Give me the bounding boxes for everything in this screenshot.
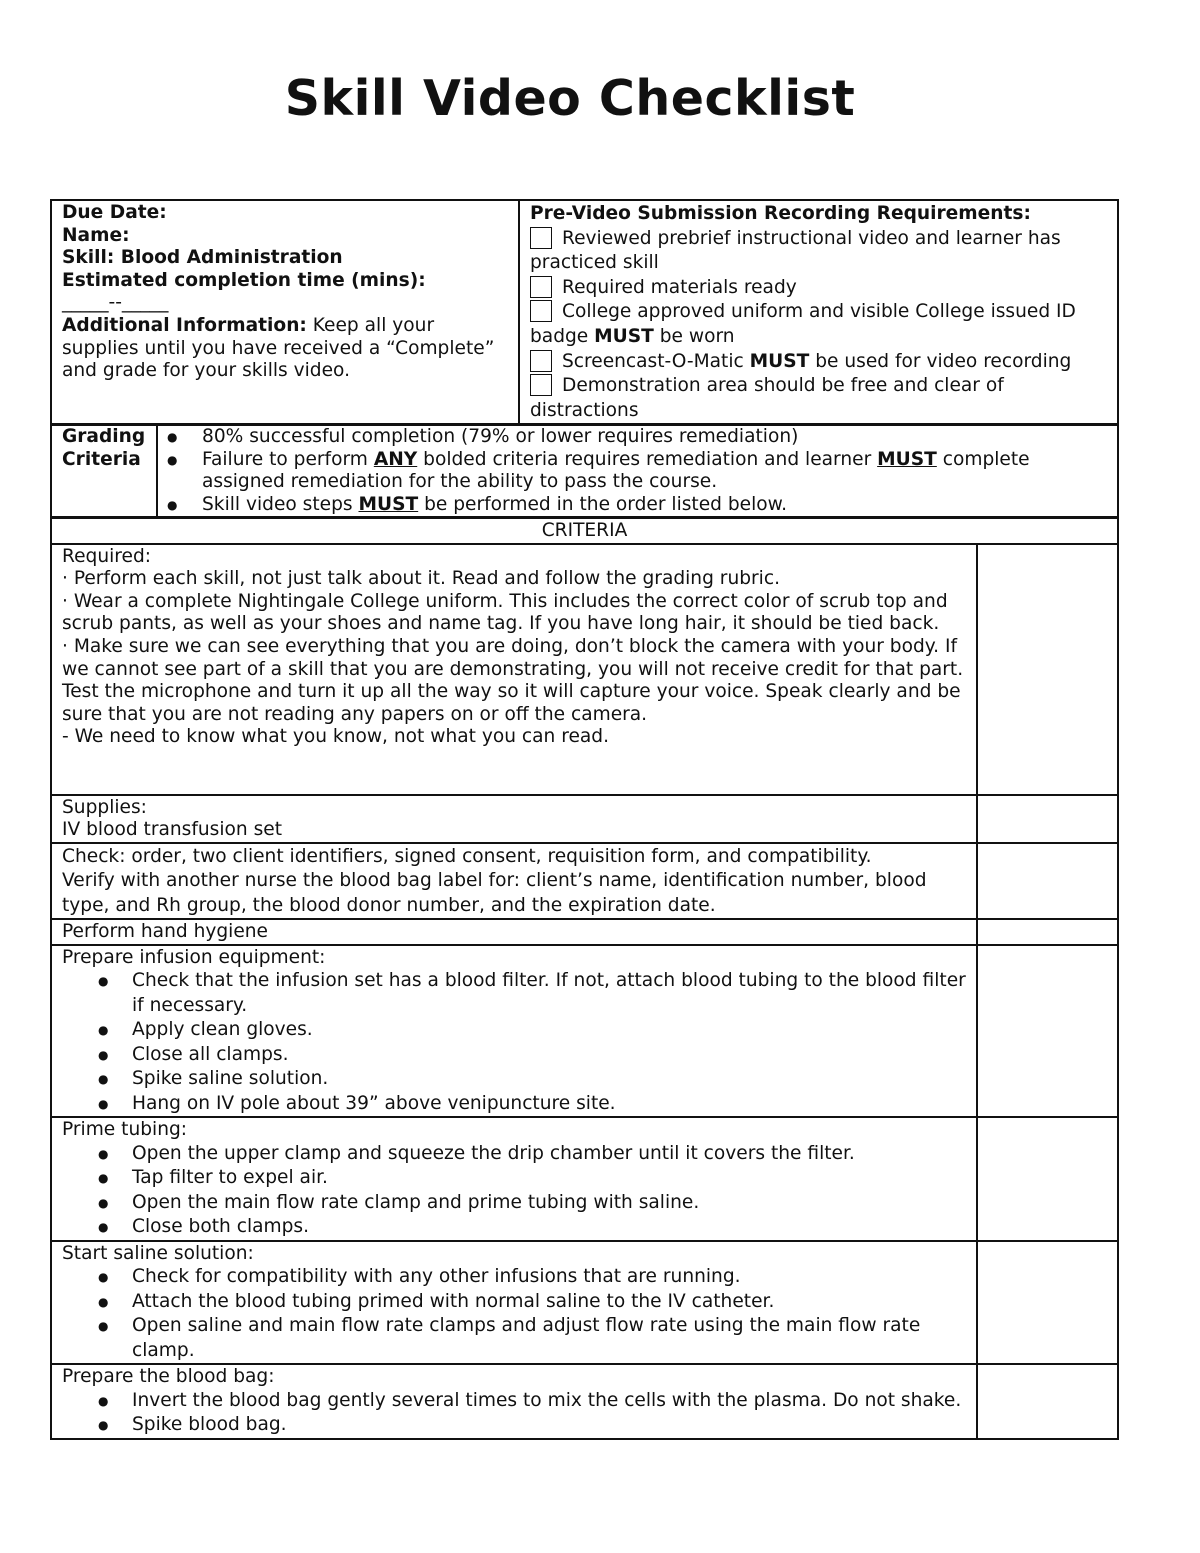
list-item: ● Open saline and main flow rate clamps and adjust flow rate using the main flow rate clamp. xyxy=(62,1314,966,1363)
prereq-item: Required materials ready xyxy=(530,276,1107,301)
supplies-cell xyxy=(51,795,977,843)
score-cell[interactable] xyxy=(977,1364,1118,1439)
score-cell[interactable] xyxy=(977,919,1118,945)
check-line: Check: order, two client identifiers, signed consent, requisition form, and compatibility. xyxy=(62,845,872,867)
checkbox[interactable] xyxy=(530,300,552,322)
hygiene-cell: Perform hand hygiene xyxy=(51,919,977,945)
list-item: ● Invert the blood bag gently several times to mix the cells with the plasma. Do not shake. xyxy=(62,1389,966,1414)
prepare-equipment-cell xyxy=(51,945,977,1118)
checkbox[interactable] xyxy=(530,276,552,298)
list-item: ● Attach the blood tubing primed with normal saline to the IV catheter. xyxy=(62,1290,966,1315)
prereq-item: College approved uniform and visible College issued ID badge MUST be worn xyxy=(530,301,1076,347)
est-time-label: Estimated completion time (mins): xyxy=(62,269,426,291)
step-list xyxy=(62,969,966,1116)
additional-info xyxy=(62,315,508,383)
additional-info-text: Keep all your supplies until you have received a “Complete” and grade for your skills video. xyxy=(62,314,495,382)
list-item: ● Check for compatibility with any other infusions that are running. xyxy=(62,1265,966,1290)
prereq-heading: Pre-Video Submission Recording Requirements: xyxy=(530,203,1031,224)
prereq-item: Demonstration area should be free and clear of distractions xyxy=(530,375,1004,421)
score-cell[interactable] xyxy=(977,544,1118,795)
score-cell[interactable] xyxy=(977,1117,1118,1241)
section-label: Prepare the blood bag: xyxy=(62,1366,275,1388)
list-item: ● Failure to perform ANY bolded criteria requires remediation and learner MUST complete assigned remediation for the ability to pass the course. xyxy=(164,449,1107,494)
score-cell[interactable] xyxy=(977,1241,1118,1365)
supplies-label: Supplies: xyxy=(62,796,147,818)
due-date-label: Due Date: xyxy=(62,202,167,223)
criteria-heading: CRITERIA xyxy=(51,518,1118,544)
page-title: Skill Video Checklist xyxy=(284,70,856,127)
checkbox[interactable] xyxy=(530,227,552,249)
est-time-value: _____--_____ xyxy=(62,292,169,314)
prereq-cell xyxy=(519,200,1118,425)
criteria-table xyxy=(50,517,1119,1440)
step-list xyxy=(62,1389,966,1438)
check-line: Verify with another nurse the blood bag label for: client’s name, identification number, blood type, and Rh group, the blood donor number, and the expiration date. xyxy=(62,870,927,916)
step-list xyxy=(62,1265,966,1363)
list-item: ● Check that the infusion set has a blood filter. If not, attach blood tubing to the blood filter if necessary. xyxy=(62,969,966,1018)
section-label: Prepare infusion equipment: xyxy=(62,946,326,968)
step-list xyxy=(62,1142,966,1240)
list-item: ● Close all clamps. xyxy=(62,1043,966,1068)
list-item: ● Skill video steps MUST be performed in the order listed below. xyxy=(164,494,1107,517)
info-cell xyxy=(51,200,519,425)
grading-label: Grading Criteria xyxy=(51,424,157,517)
list-item: ● Open the main flow rate clamp and prime tubing with saline. xyxy=(62,1191,966,1216)
prime-tubing-cell xyxy=(51,1117,977,1241)
required-paragraph: - We need to know what you know, not what you can read. xyxy=(62,726,609,748)
list-item: ● Tap filter to expel air. xyxy=(62,1166,966,1191)
required-paragraph: · Perform each skill, not just talk about it. Read and follow the grading rubric. xyxy=(62,568,780,590)
list-item: ● 80% successful completion (79% or lower requires remediation) xyxy=(164,426,1107,449)
list-item: ● Spike saline solution. xyxy=(62,1067,966,1092)
header-table xyxy=(50,199,1119,426)
grading-table xyxy=(50,423,1119,518)
required-cell xyxy=(51,544,977,795)
score-cell[interactable] xyxy=(977,795,1118,843)
checkbox[interactable] xyxy=(530,374,552,396)
prereq-item: Reviewed prebrief instructional video and learner has practiced skill xyxy=(530,227,1061,274)
name-label: Name: xyxy=(62,224,130,246)
score-cell[interactable] xyxy=(977,945,1118,1118)
saline-cell xyxy=(51,1241,977,1365)
section-label: Prime tubing: xyxy=(62,1119,188,1141)
list-item: ● Hang on IV pole about 39” above venipuncture site. xyxy=(62,1092,966,1117)
list-item: ● Spike blood bag. xyxy=(62,1413,966,1438)
grading-items-cell xyxy=(157,424,1118,517)
list-item: ● Open the upper clamp and squeeze the drip chamber until it covers the filter. xyxy=(62,1142,966,1167)
list-item: ● Apply clean gloves. xyxy=(62,1018,966,1043)
list-item: ● Close both clamps. xyxy=(62,1215,966,1240)
section-label: Start saline solution: xyxy=(62,1242,254,1264)
required-paragraph: · Make sure we can see everything that you are doing, don’t block the camera with your body. If we cannot see part of a skill that you are demonstrating, you will not receive credit for that part. Test the microphone and turn it up all the way so it will capture your voice. Speak clearly and be sure that you are not reading any papers on or off the camera. xyxy=(62,635,964,725)
score-cell[interactable] xyxy=(977,843,1118,919)
additional-info-label: Additional Information: xyxy=(62,314,307,336)
check-cell xyxy=(51,843,977,919)
prereq-item: Screencast-O-Matic MUST be used for video recording xyxy=(530,350,1107,375)
checkbox[interactable] xyxy=(530,350,552,372)
required-label: Required: xyxy=(62,545,152,567)
blood-bag-cell xyxy=(51,1364,977,1439)
supplies-item: IV blood transfusion set xyxy=(62,819,283,841)
grading-list xyxy=(164,426,1107,516)
skill-label: Skill: Blood Administration xyxy=(62,247,343,269)
required-paragraph: · Wear a complete Nightingale College uniform. This includes the correct color of scrub top and scrub pants, as well as your shoes and name tag. If you have long hair, it should be tied back. xyxy=(62,590,948,635)
